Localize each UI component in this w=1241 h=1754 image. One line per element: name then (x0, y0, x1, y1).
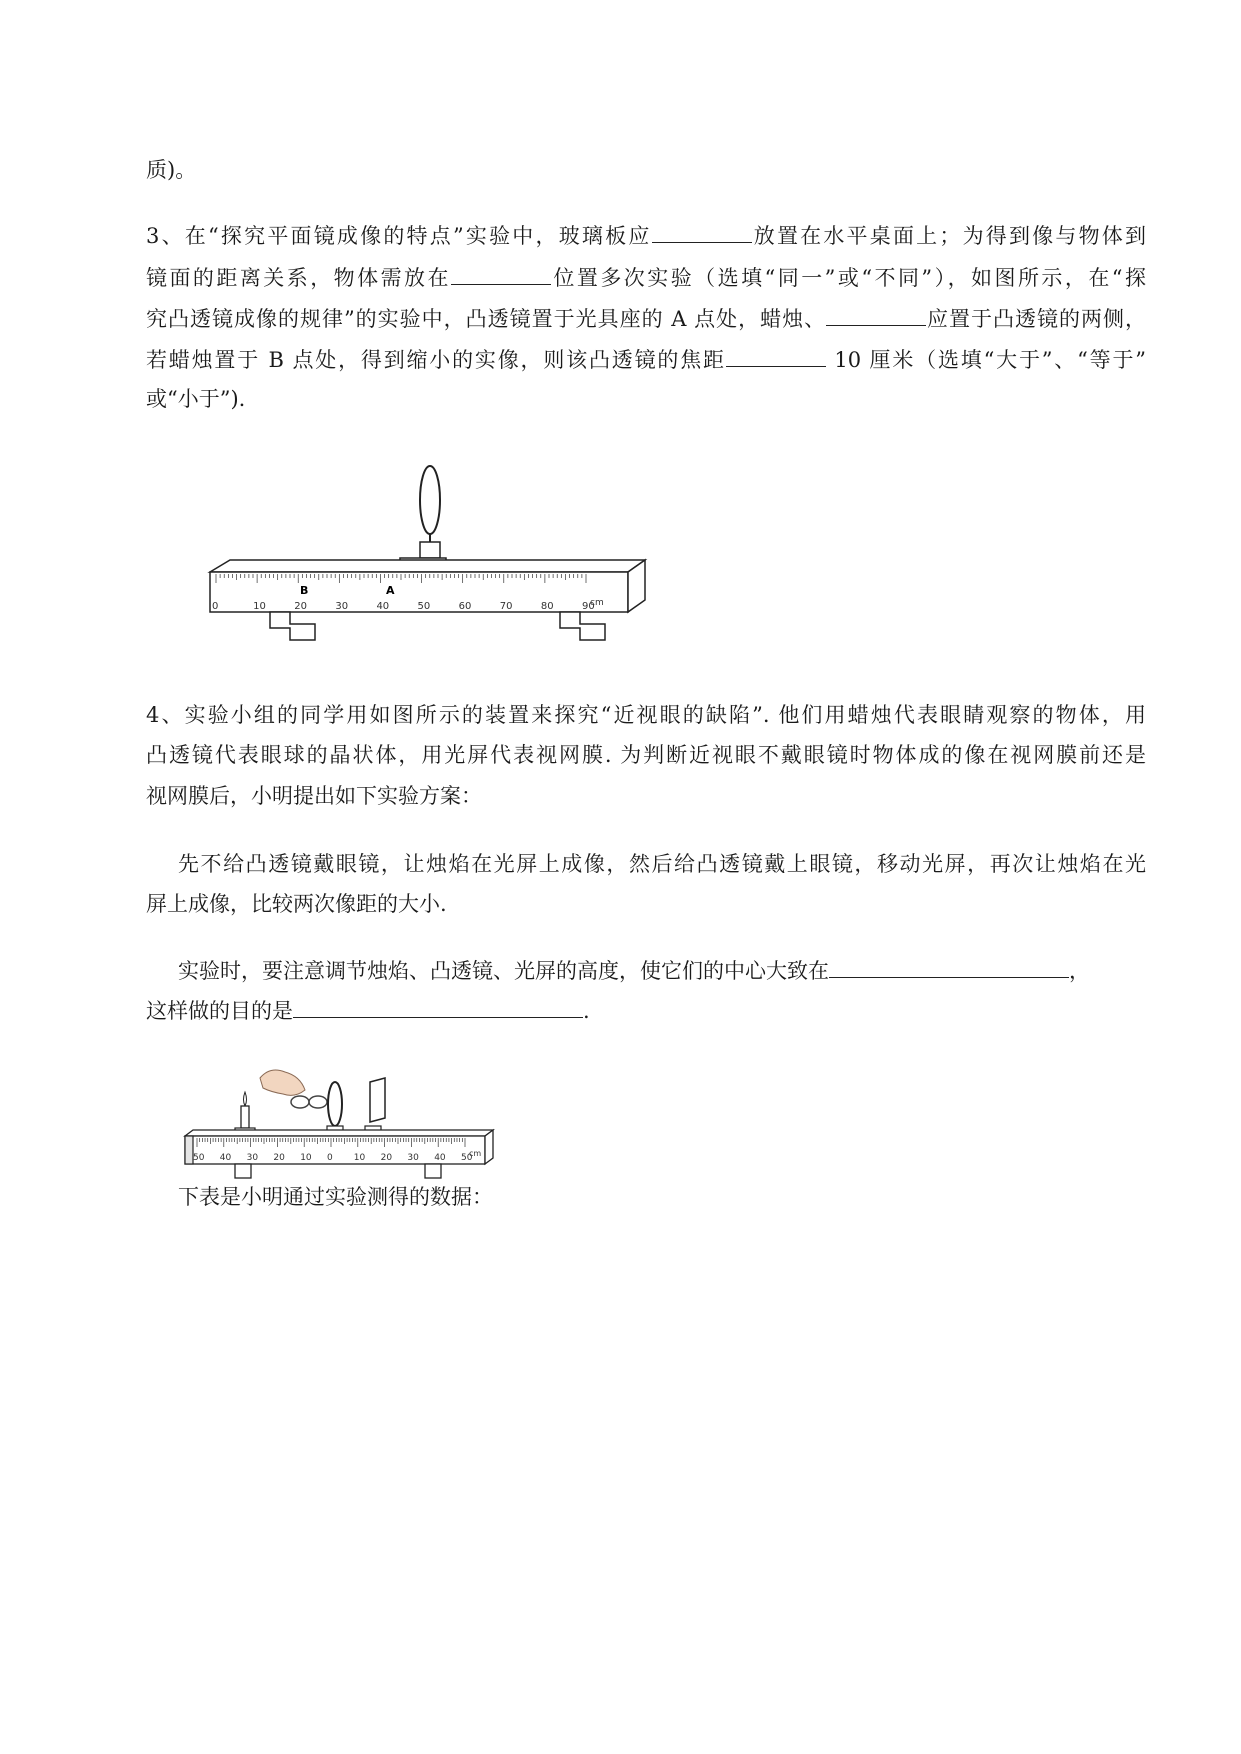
scale-label: 10 (253, 601, 266, 612)
q4-para-4 (146, 995, 1146, 1026)
candle-flame-icon (244, 1092, 247, 1106)
scale-label: 50 (461, 1153, 473, 1163)
scale-label: 30 (335, 601, 349, 612)
scale-label: 70 (499, 601, 513, 612)
scale-label: 0 (212, 601, 219, 612)
scale-label: 30 (246, 1153, 259, 1163)
myopia-experiment-figure (175, 1060, 505, 1200)
scale-label: 50 (417, 601, 431, 612)
q4-text: 实验时，要注意调节烛焰、凸透镜、光屏的高度，使它们的中心大致在 (178, 959, 829, 983)
q3-line-1 (146, 220, 1146, 251)
scale-label: 90 (582, 601, 595, 612)
scale-label: 80 (540, 601, 554, 612)
q3-text: 位置多次实验（选填“同一”或“不同”），如图所示，在“探 (550, 266, 1146, 290)
candle-icon (241, 1106, 249, 1128)
hand-icon (260, 1070, 305, 1095)
q3-text: 10 厘米（选填“大于”、“等于” (825, 348, 1147, 372)
q4-text: ， (1069, 959, 1090, 983)
q4-para-1: 先不给凸透镜戴眼镜，让烛焰在光屏上成像，然后给凸透镜戴上眼镜，移动光屏，再次让烛焰在光 (178, 852, 1146, 876)
scale-label: 20 (294, 601, 307, 612)
q4-text: . (583, 999, 590, 1023)
q4-para-3 (178, 955, 1178, 986)
scale-label: 20 (273, 1153, 285, 1163)
q4-line-2: 凸透镜代表眼球的晶状体，用光屏代表视网膜. 为判断近视眼不戴眼镜时物体成的像在视网膜前还是 (146, 743, 1146, 767)
q3-line-2 (146, 262, 1146, 293)
q4-text: 这样做的目的是 (146, 999, 293, 1023)
lens-holder (420, 542, 440, 558)
scale-label: 60 (458, 601, 472, 612)
optical-bench-figure (200, 460, 660, 650)
q3-line-3 (146, 303, 1146, 334)
lens-icon (328, 1082, 342, 1126)
point-a-label: A (386, 584, 395, 597)
scale-label: 30 (407, 1153, 419, 1163)
scale-label: 0 (327, 1153, 333, 1163)
answer-blank-6[interactable] (293, 995, 583, 1018)
q3-text: 放置在水平桌面上；为得到像与物体到 (751, 224, 1146, 248)
q3-text: 镜面的距离关系，物体需放在 (146, 266, 451, 290)
scale-label: 10 (300, 1153, 312, 1163)
scale-unit: cm (469, 1149, 482, 1158)
bench-foot-right (560, 612, 605, 640)
q3-text: 应置于凸透镜的两侧， (926, 307, 1147, 331)
q3-line-5: 或“小于”). (146, 387, 246, 411)
light-screen-icon (370, 1078, 385, 1122)
scale-label: 10 (353, 1153, 366, 1163)
answer-blank-4[interactable] (726, 344, 826, 367)
scale-label: 40 (434, 1153, 446, 1163)
q3-text: 究凸透镜成像的规律”的实验中，凸透镜置于光具座的 A 点处，蜡烛、 (146, 307, 827, 331)
q3-line-4 (146, 344, 1146, 375)
bench-foot-right (425, 1164, 441, 1178)
q4-last-line: 下表是小明通过实验测得的数据： (178, 1185, 493, 1209)
scale-unit: cm (590, 598, 604, 608)
point-b-label: B (300, 584, 309, 597)
answer-blank-5[interactable] (829, 955, 1069, 978)
answer-blank-3[interactable] (826, 303, 926, 326)
scale-label: 40 (219, 1153, 232, 1163)
lens-icon (420, 466, 440, 534)
q3-text: 若蜡烛置于 B 点处，得到缩小的实像，则该凸透镜的焦距 (146, 348, 726, 372)
answer-blank-1[interactable] (652, 220, 752, 243)
q4-line-1: 4、实验小组的同学用如图所示的装置来探究“近视眼的缺陷”. 他们用蜡烛代表眼睛观察的物体，用 (146, 703, 1146, 727)
scale-label: 50 (193, 1153, 205, 1163)
scale-label: 40 (376, 601, 390, 612)
bench-foot-left (270, 612, 315, 640)
q4-line-3: 视网膜后，小明提出如下实验方案： (146, 784, 482, 808)
answer-blank-2[interactable] (451, 262, 551, 285)
q4-para-2: 屏上成像，比较两次像距的大小. (146, 892, 447, 916)
glasses-icon (291, 1096, 309, 1108)
prev-question-tail: 质)。 (146, 158, 197, 182)
bench-foot-left (235, 1164, 251, 1178)
scale-label: 20 (380, 1153, 393, 1163)
q3-text: 3、在“探究平面镜成像的特点”实验中，玻璃板应 (146, 224, 652, 248)
